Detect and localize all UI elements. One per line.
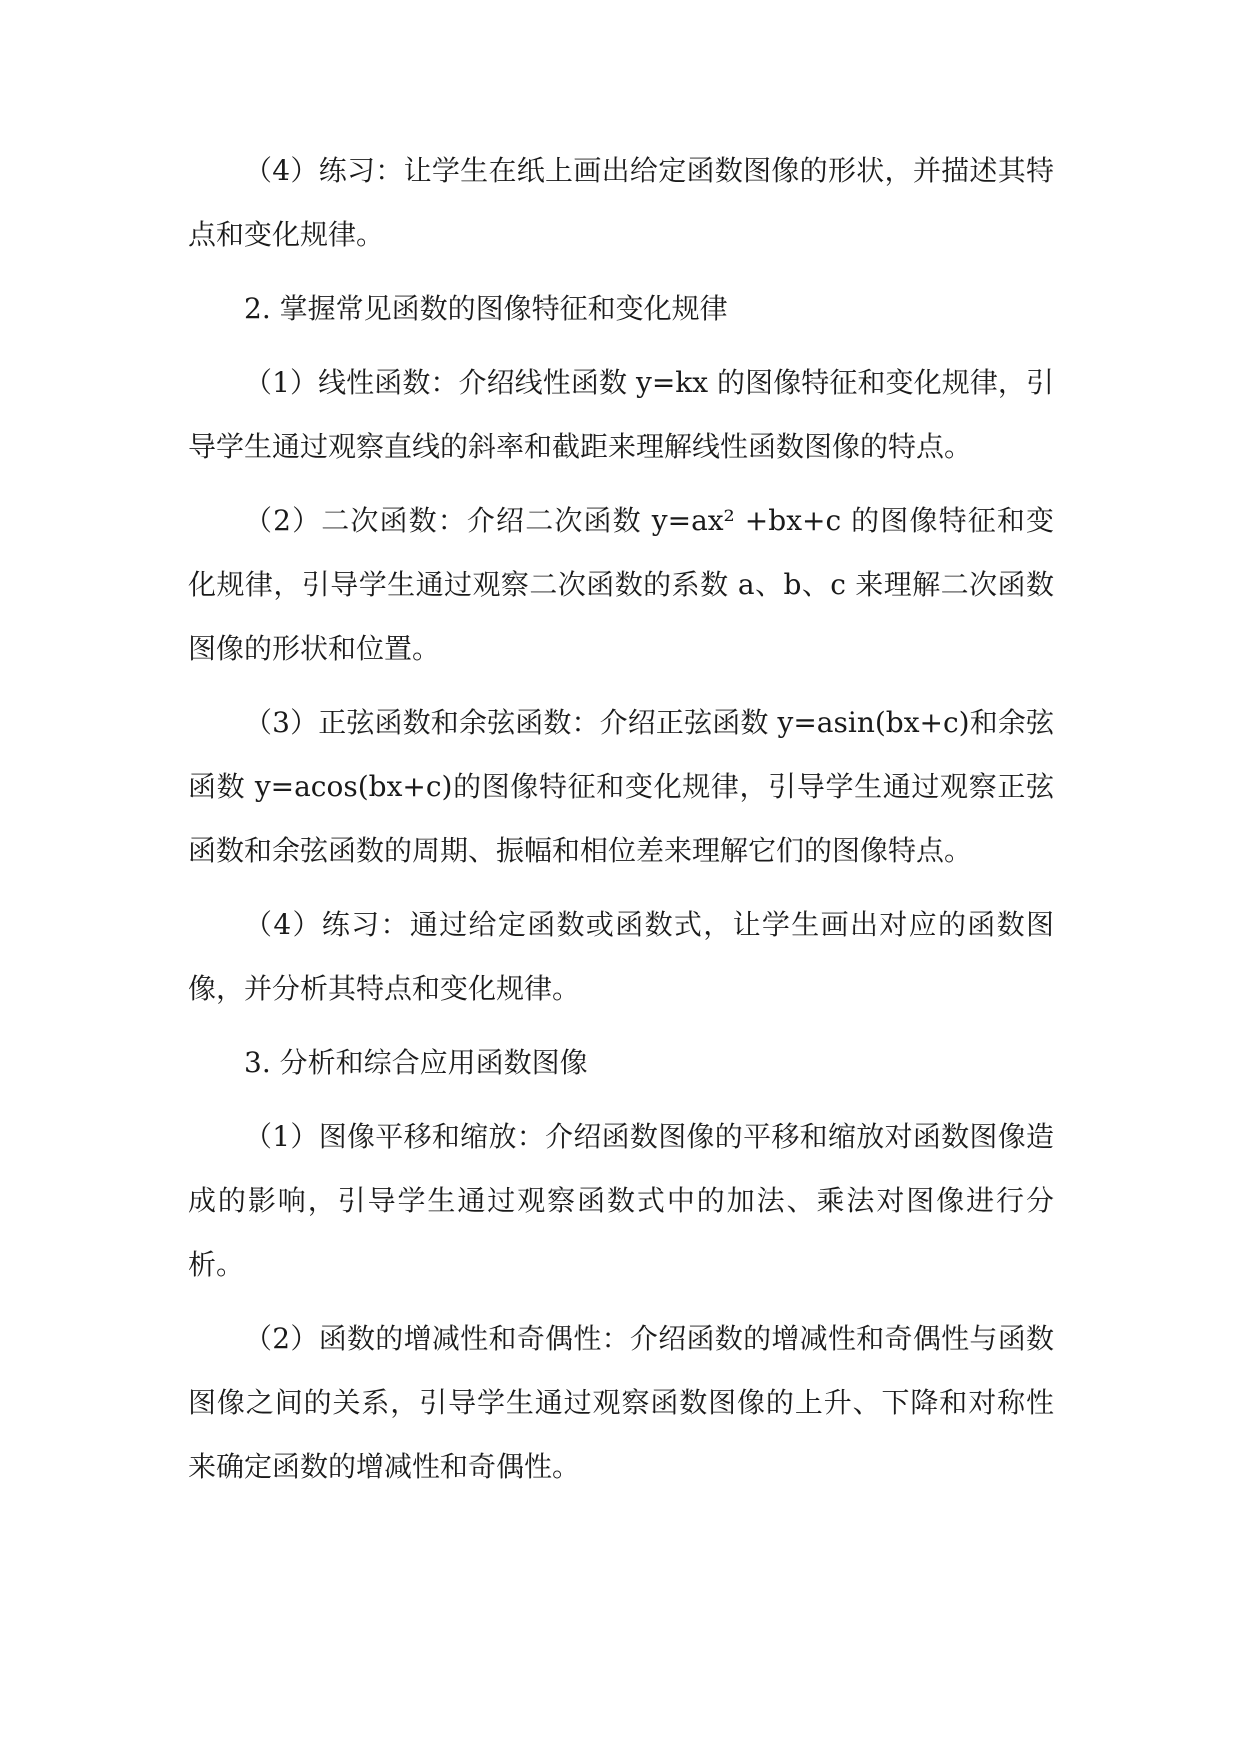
document-body <box>188 139 1054 1509</box>
paragraph-sine-cosine-function: （3）正弦函数和余弦函数：介绍正弦函数 y=asin(bx+c)和余弦函数 y=acos(bx+c)的图像特征和变化规律，引导学生通过观察正弦函数和余弦函数的周期、振幅和相位差来理解它们的图像特点。 <box>188 706 1054 867</box>
paragraph-linear-function: （1）线性函数：介绍线性函数 y=kx 的图像特征和变化规律，引导学生通过观察直线的斜率和截距来理解线性函数图像的特点。 <box>188 366 1054 463</box>
section-heading-2: 2. 掌握常见函数的图像特征和变化规律 <box>244 292 728 325</box>
paragraph-quadratic-function: （2）二次函数：介绍二次函数 y=ax² +bx+c 的图像特征和变化规律，引导学生通过观察二次函数的系数 a、b、c 来理解二次函数图像的形状和位置。 <box>188 504 1054 665</box>
paragraph-practice-drawing: （4）练习：让学生在纸上画出给定函数图像的形状，并描述其特点和变化规律。 <box>188 154 1054 251</box>
paragraph-monotonicity-parity: （2）函数的增减性和奇偶性：介绍函数的增减性和奇偶性与函数图像之间的关系，引导学生通过观察函数图像的上升、下降和对称性来确定函数的增减性和奇偶性。 <box>188 1322 1054 1483</box>
section-heading-3: 3. 分析和综合应用函数图像 <box>244 1046 588 1079</box>
paragraph-translation-scaling: （1）图像平移和缩放：介绍函数图像的平移和缩放对函数图像造成的影响，引导学生通过观察函数式中的加法、乘法对图像进行分析。 <box>188 1120 1054 1281</box>
paragraph-practice-graphing: （4）练习：通过给定函数或函数式，让学生画出对应的函数图像，并分析其特点和变化规律。 <box>188 908 1054 1005</box>
